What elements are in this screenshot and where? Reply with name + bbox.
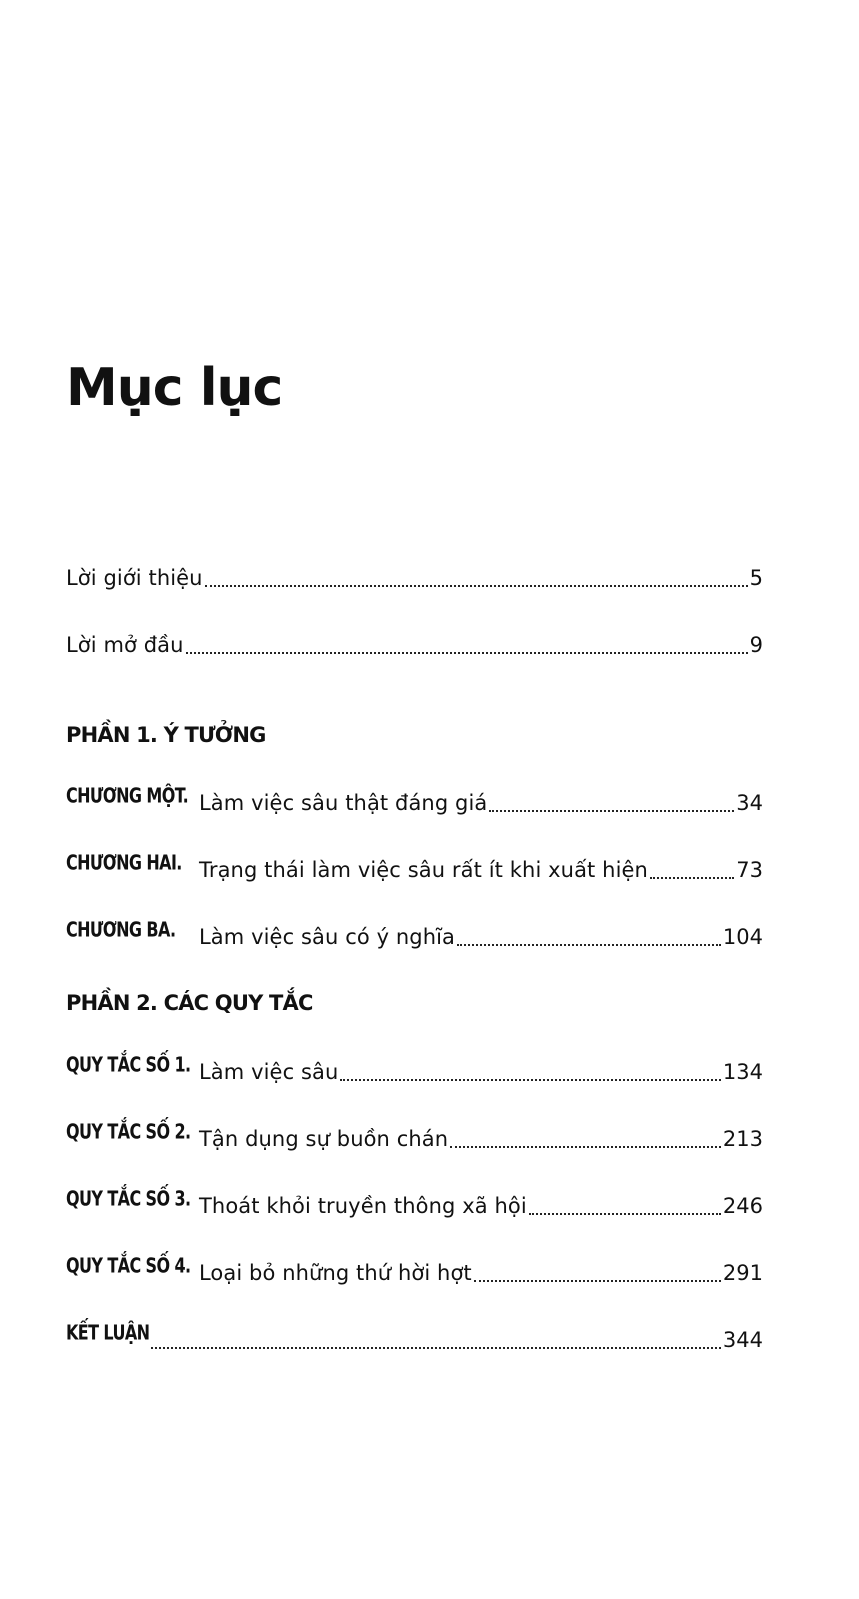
toc-entry-title: Tận dụng sự buồn chán <box>199 1127 449 1151</box>
dot-leader <box>474 1280 721 1282</box>
rule-label: QUY TẮC SỐ 2. <box>66 1119 191 1144</box>
toc-entry-conclusion[interactable] <box>66 1322 763 1358</box>
toc-entry-rule-1[interactable] <box>66 1054 763 1090</box>
chapter-label: CHƯƠNG HAI. <box>66 850 182 875</box>
part-1-heading[interactable]: PHẦN 1. Ý TƯỞNG <box>66 723 266 747</box>
toc-entry-title: Làm việc sâu thật đáng giá <box>199 791 488 815</box>
toc-entry-rule-2[interactable] <box>66 1121 763 1157</box>
toc-entry-page: 344 <box>722 1328 763 1352</box>
conclusion-label: KẾT LUẬN <box>66 1320 150 1345</box>
toc-entry-title: Lời mở đầu <box>66 633 184 657</box>
toc-entry-title: Làm việc sâu <box>199 1060 339 1084</box>
toc-entry-title: Lời giới thiệu <box>66 566 203 590</box>
chapter-label: CHƯƠNG BA. <box>66 917 176 942</box>
toc-entry-title: Loại bỏ những thứ hời hợt <box>199 1261 472 1285</box>
toc-entry-rule-4[interactable] <box>66 1255 763 1291</box>
dot-leader <box>457 944 721 946</box>
toc-entry-title: Trạng thái làm việc sâu rất ít khi xuất hiện <box>199 858 648 882</box>
toc-entry-page: 9 <box>749 633 763 657</box>
toc-entry-page: 5 <box>749 566 763 590</box>
toc-entry-introduction[interactable] <box>66 560 763 596</box>
dot-leader <box>650 877 734 879</box>
toc-entry-page: 134 <box>722 1060 763 1084</box>
page-title: Mục lục <box>66 358 283 418</box>
toc-entry-page: 73 <box>736 858 763 882</box>
toc-entry-chapter-3[interactable] <box>66 919 763 955</box>
toc-entry-title: Thoát khỏi truyền thông xã hội <box>199 1194 527 1218</box>
dot-leader <box>340 1079 720 1081</box>
chapter-label: CHƯƠNG MỘT. <box>66 783 189 808</box>
rule-label: QUY TẮC SỐ 1. <box>66 1052 191 1077</box>
dot-leader <box>151 1347 721 1349</box>
toc-entry-page: 291 <box>722 1261 763 1285</box>
toc-entry-page: 34 <box>736 791 763 815</box>
toc-entry-chapter-1[interactable] <box>66 785 763 821</box>
toc-entry-page: 104 <box>722 925 763 949</box>
rule-label: QUY TẮC SỐ 4. <box>66 1253 191 1278</box>
dot-leader <box>186 652 748 654</box>
toc-entry-page: 246 <box>722 1194 763 1218</box>
rule-label: QUY TẮC SỐ 3. <box>66 1186 191 1211</box>
dot-leader <box>450 1146 721 1148</box>
toc-entry-title: Làm việc sâu có ý nghĩa <box>199 925 456 949</box>
toc-entry-rule-3[interactable] <box>66 1188 763 1224</box>
toc-entry-chapter-2[interactable] <box>66 852 763 888</box>
dot-leader <box>529 1213 721 1215</box>
toc-entry-preface[interactable] <box>66 627 763 663</box>
dot-leader <box>489 810 734 812</box>
toc-entry-page: 213 <box>722 1127 763 1151</box>
dot-leader <box>205 585 748 587</box>
part-2-heading[interactable]: PHẦN 2. CÁC QUY TẮC <box>66 991 313 1015</box>
